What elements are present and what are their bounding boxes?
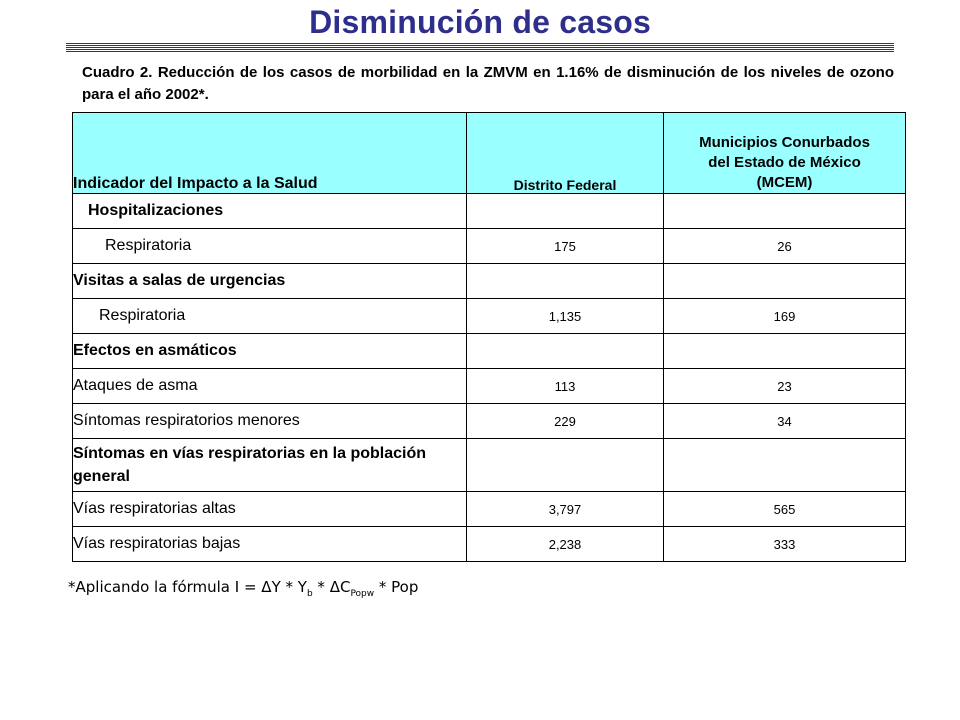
footnote-prefix: *Aplicando la fórmula (68, 578, 230, 596)
header-mcem (664, 113, 906, 194)
row-value-df (467, 334, 664, 369)
row-value-df (467, 194, 664, 229)
table-row (73, 299, 906, 334)
formula-sub-b: b (306, 589, 313, 599)
page-title: Disminución de casos (309, 4, 651, 40)
table-row (73, 229, 906, 264)
header-indicator: Indicador del Impacto a la Salud (73, 113, 467, 194)
formula-sub-popw: Popw (350, 589, 375, 599)
table-row (73, 404, 906, 439)
row-value-df: 1,135 (467, 299, 664, 334)
table-caption: Cuadro 2. Reducción de los casos de morbilidad en la ZMVM en 1.16% de disminución de los niveles de ozono para el año 2002*. (82, 64, 894, 103)
row-value-df (467, 264, 664, 299)
row-value-df: 175 (467, 229, 664, 264)
row-label: Vías respiratorias bajas (73, 527, 467, 562)
row-value-df (467, 439, 664, 492)
row-value-df: 229 (467, 404, 664, 439)
row-label: Ataques de asma (73, 369, 467, 404)
table-row (73, 264, 906, 299)
row-value-mcem: 565 (664, 492, 906, 527)
table-row (73, 492, 906, 527)
row-value-mcem: 23 (664, 369, 906, 404)
header-mcem-line3: (MCEM) (756, 174, 813, 191)
row-value-df: 3,797 (467, 492, 664, 527)
row-value-mcem: 26 (664, 229, 906, 264)
row-value-mcem (664, 194, 906, 229)
header-mcem-line2: del Estado de México (708, 154, 861, 171)
row-value-mcem: 169 (664, 299, 906, 334)
row-label: Síntomas respiratorios menores (73, 404, 467, 439)
row-value-df: 2,238 (467, 527, 664, 562)
table-row (73, 439, 906, 492)
formula-end: * Pop (374, 578, 419, 596)
morbidity-table (72, 112, 906, 562)
row-value-mcem: 34 (664, 404, 906, 439)
row-label: Vías respiratorias altas (73, 492, 467, 527)
table-header-row (73, 113, 906, 194)
row-label: Hospitalizaciones (73, 194, 467, 229)
row-label: Visitas a salas de urgencias (73, 264, 467, 299)
row-value-mcem (664, 334, 906, 369)
row-value-df: 113 (467, 369, 664, 404)
header-distrito-federal: Distrito Federal (467, 113, 664, 194)
row-value-mcem (664, 439, 906, 492)
formula-footnote (68, 578, 418, 599)
table-row (73, 194, 906, 229)
header-mcem-line1: Municipios Conurbados (699, 134, 870, 151)
table-row (73, 527, 906, 562)
row-value-mcem (664, 264, 906, 299)
row-label: Síntomas en vías respiratorias en la población general (73, 439, 467, 492)
table-row (73, 334, 906, 369)
formula-mid: * ΔC (312, 578, 351, 596)
row-value-mcem: 333 (664, 527, 906, 562)
row-label: Respiratoria (73, 299, 467, 334)
row-label: Respiratoria (73, 229, 467, 264)
formula-start: I = ΔY * Y (234, 578, 307, 596)
row-label: Efectos en asmáticos (73, 334, 467, 369)
title-underline (66, 43, 894, 52)
table-row (73, 369, 906, 404)
